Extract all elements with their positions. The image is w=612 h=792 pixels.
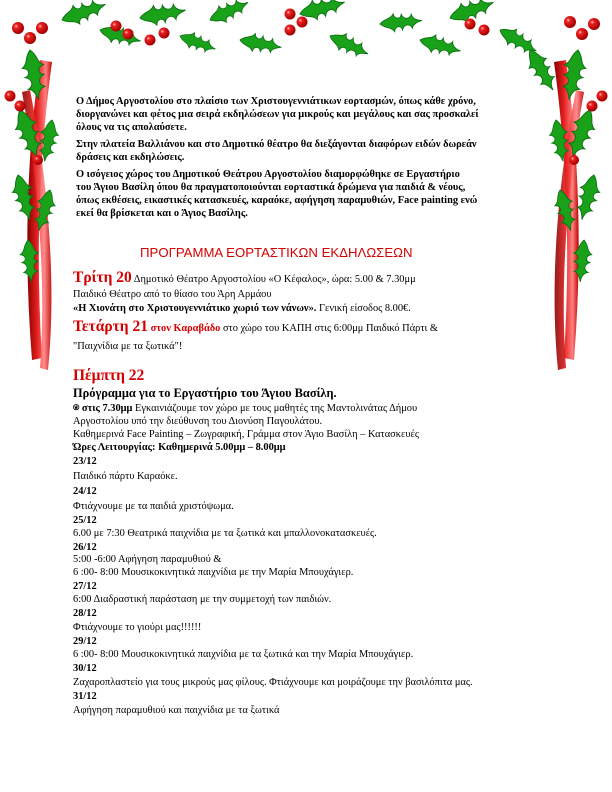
schedule-item: Φτιάχνουμε με τα παιδιά χριστόψωμα. bbox=[73, 501, 234, 512]
schedule-date: 30/12 bbox=[73, 663, 97, 674]
intro-line: Ο Δήμος Αργοστολίου στο πλαίσιο των Χριστουγεννιάτικων εορτασμών, όπως κάθε χρόνο, bbox=[76, 96, 476, 107]
day-heading: Τετάρτη 21 bbox=[73, 318, 148, 335]
tuesday-venue: Δημοτικό Θέατρο Αργοστολίου «Ο Κέφαλος», ώρα: 5.00 & 7.30μμ bbox=[131, 274, 416, 285]
opening-details: Εγκαινιάζουμε τον χώρο με τους μαθητές της Μαντολινάτας Δήμου bbox=[132, 403, 418, 414]
schedule-item: Ζαχαροπλαστείο για τους μικρούς μας φίλους. Φτιάχνουμε και μοιράζουμε την βασιλόπιτα μας. bbox=[73, 677, 473, 688]
intro-line: Ο ισόγειος χώρος του Δημοτικού Θεάτρου Αργοστολίου διαμορφώθηκε σε Εργαστήριο bbox=[76, 169, 460, 180]
schedule-item: Αφήγηση παραμυθιού και παιχνίδια με τα ξωτικά bbox=[73, 705, 280, 716]
wednesday-details: στο χώρο του ΚΑΠΗ στις 6:00μμ Παιδικό Πάρτι & bbox=[220, 323, 438, 334]
thursday-line: Αργοστολίου υπό την διεύθυνση του Διονύση Παγουλάτου. bbox=[73, 416, 323, 427]
schedule-date: 26/12 bbox=[73, 542, 97, 553]
tuesday-line bbox=[73, 269, 416, 287]
play-title: «Η Χιονάτη στο Χριστουγεννιάτικο χωριό των νάνων». bbox=[73, 303, 317, 314]
opening-time: ⍟ στις 7.30μμ bbox=[73, 403, 133, 414]
schedule-date: 27/12 bbox=[73, 581, 97, 592]
thursday-line: Καθημερινά Face Painting – Ζωγραφική, Γράμμα στον Άγιο Βασίλη – Κατασκευές bbox=[73, 429, 419, 440]
schedule-item: 6 :00- 8:00 Μουσικοκινητικά παιχνίδια με την Μαρία Μπουχάγιερ. bbox=[73, 567, 354, 578]
ticket-info: Γενική είσοδος 8.00€. bbox=[316, 303, 411, 314]
intro-line: εκεί θα βρίσκεται και ο Άγιος Βασίλης. bbox=[76, 208, 248, 219]
schedule-date: 23/12 bbox=[73, 456, 97, 467]
intro-line: όλους να τις απολαύσετε. bbox=[76, 122, 187, 133]
intro-line: δράσεις και εκδηλώσεις. bbox=[76, 152, 185, 163]
wednesday-line bbox=[73, 318, 438, 336]
opening-hours: Ώρες Λειτουργίας: Καθημερινά 5.00μμ – 8.00μμ bbox=[73, 442, 286, 453]
schedule-item: Φτιάχνουμε το γιούρι μας!!!!!! bbox=[73, 622, 202, 633]
day-heading: Πέμπτη 22 bbox=[73, 367, 145, 384]
schedule-item: 6.00 με 7:30 Θεατρικά παιχνίδια με τα ξωτικά και μπαλλονοκατασκευές. bbox=[73, 528, 377, 539]
thursday-line bbox=[73, 402, 417, 415]
schedule-date: 31/12 bbox=[73, 691, 97, 702]
schedule-date: 25/12 bbox=[73, 515, 97, 526]
schedule-item: 6:00 Διαδραστική παράσταση με την συμμετοχή των παιδιών. bbox=[73, 594, 332, 605]
intro-line: Στην πλατεία Βαλλιάνου και στο Δημοτικό θέατρο θα διεξάγονται διαφόρων ειδών δωρεάν bbox=[76, 139, 477, 150]
schedule-item: 5:00 -6:00 Αφήγηση παραμυθιού & bbox=[73, 554, 222, 565]
schedule-date: 29/12 bbox=[73, 636, 97, 647]
schedule-date: 28/12 bbox=[73, 608, 97, 619]
workshop-heading: Πρόγραμμα για το Εργαστήριο του Άγιου Βασίλη. bbox=[73, 386, 337, 400]
tuesday-line: Παιδικό Θέατρο από το θίασο του Άρη Αρμάου bbox=[73, 289, 272, 300]
tuesday-line bbox=[73, 302, 411, 315]
intro-line: του Άγιου Βασίλη όπου θα πραγματοποιούνται εορταστικά δρώμενα για παιδιά & νέους, bbox=[76, 182, 466, 193]
intro-line: διοργανώνει και φέτος μια σειρά εκδηλώσεων για μικρούς και μεγάλους και σας προσκαλεί bbox=[76, 109, 479, 120]
schedule-date: 24/12 bbox=[73, 486, 97, 497]
wednesday-line: "Παιχνίδια με τα ξωτικά"! bbox=[73, 341, 183, 352]
schedule-item: 6 :00- 8:00 Μουσικοκινητικά παιχνίδια με τα ξωτικά και την Μαρία Μπουχάγιερ. bbox=[73, 649, 414, 660]
program-title: ΠΡΟΓΡΑΜΜΑ ΕΟΡΤΑΣΤΙΚΩΝ ΕΚΔΗΛΩΣΕΩΝ bbox=[140, 245, 413, 260]
intro-line: όπως εκθέσεις, εικαστικές κατασκευές, καραόκε, αφήγηση παραμυθιών, Face painting ενώ bbox=[76, 195, 478, 206]
wednesday-venue: στον Καραβάδο bbox=[147, 323, 221, 334]
day-heading: Τρίτη 20 bbox=[73, 269, 132, 286]
schedule-item: Παιδικό πάρτυ Καραόκε. bbox=[73, 471, 178, 482]
